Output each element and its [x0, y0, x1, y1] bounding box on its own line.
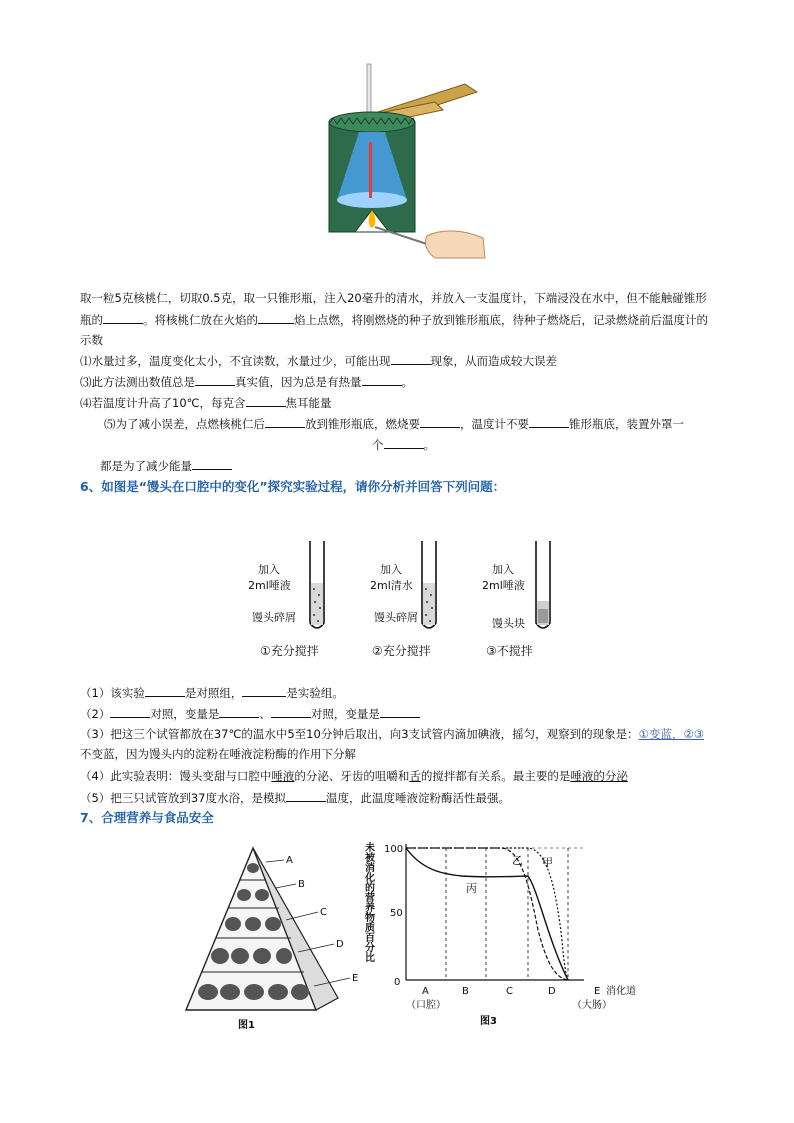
answer-blank[interactable] — [246, 394, 286, 407]
q5-sub5-text-e: 个 — [372, 438, 384, 452]
answer-blank[interactable] — [258, 311, 294, 324]
x-tick-b: B — [462, 986, 469, 997]
q5-sub5-text-g: 都是为了减少能量 — [100, 459, 192, 473]
q5-intro-line1 — [80, 290, 707, 306]
q5-sub5-text-a: ⑸为了减小误差，点燃核桃仁后 — [104, 417, 265, 431]
q5-sub3-text-c: 。 — [401, 375, 413, 389]
q5-intro-text-b2: 。将核桃仁放在火焰的 — [143, 313, 258, 327]
answer-blank[interactable] — [529, 415, 569, 428]
q6-a1-text-b: 是对照组， — [184, 686, 243, 700]
x-sub-mouth: （口腔） — [406, 1000, 446, 1011]
graph-caption: 图3 — [480, 1016, 497, 1027]
pyramid-label-d: D — [336, 939, 344, 950]
q6-a3-answer: ①变蓝，②③ — [638, 727, 705, 741]
q5-sub4-text-b: 焦耳能量 — [285, 396, 332, 410]
q5-intro-text-a: 取一粒5克核桃仁，切取0.5克，取一只锥形瓶，注入20毫升的清水，并放入一支温度计，下端浸没在水中，但不能触碰锥形 — [80, 291, 707, 305]
q5-sub5-text-b: 放到锥形瓶底，燃烧要 — [305, 417, 420, 431]
answer-blank[interactable] — [286, 789, 326, 802]
tube2-condition-label: ②充分搅拌 — [372, 644, 431, 658]
q6-a1-text-a: （1）该实验 — [80, 686, 145, 700]
tube2-liquid-label: 2ml清水 — [370, 579, 413, 592]
q6-a4-text-a: （4）此实验表明：馒头变甜与口腔中 — [80, 769, 272, 783]
tube1-add-label: 加入 — [258, 563, 280, 576]
q6-answer-3 — [80, 726, 704, 742]
answer-blank[interactable] — [110, 705, 150, 718]
q5-intro-text-b3: 焰上点燃，将刚燃烧的种子放到锥形瓶底，待种子燃烧后，记录燃烧前后温度计的 — [294, 313, 708, 327]
walnut-burning-apparatus — [315, 62, 495, 260]
answer-blank[interactable] — [265, 415, 305, 428]
q5-sub3 — [80, 373, 413, 390]
q5-sub3-text-b: 真实值，因为总是有热量 — [235, 375, 362, 389]
y-tick-0: 0 — [394, 977, 401, 988]
q5-sub4-text-a: ⑷若温度计升高了10℃，每克含 — [80, 396, 246, 410]
answer-blank[interactable] — [192, 457, 232, 470]
y-tick-100: 100 — [384, 844, 404, 855]
q5-intro-text-b1: 瓶的 — [80, 313, 103, 327]
pyramid-label-b: B — [298, 879, 305, 890]
x-tick-d: D — [548, 986, 556, 997]
q6-a5-text-b: 温度，此温度唾液淀粉酶活性最强。 — [325, 791, 510, 805]
q5-sub5-text-f: 。 — [423, 438, 435, 452]
q5-intro-text-c: 示数 — [80, 333, 103, 347]
q6-a4-answer-2: 舌 — [409, 769, 421, 783]
curve-label-bing: 丙 — [466, 882, 477, 895]
q5-sub5-end — [100, 457, 232, 474]
q6-a5-text-a: （5）把三只试管放到37度水浴，是模拟 — [80, 791, 286, 805]
q6-answer-4 — [80, 768, 628, 784]
answer-blank[interactable] — [103, 311, 143, 324]
tube1-liquid-label: 2ml唾液 — [248, 579, 291, 592]
answer-blank[interactable] — [380, 705, 420, 718]
answer-blank[interactable] — [391, 352, 431, 365]
curve-label-jia: 甲 — [542, 856, 553, 869]
pyramid-label-c: C — [320, 907, 327, 918]
graph-y-label: 未被消化的营养物质百分比 — [362, 842, 374, 962]
tube1-sample-label: 馒头碎屑 — [252, 611, 296, 624]
answer-blank[interactable] — [420, 415, 460, 428]
q6-answer-2 — [80, 705, 420, 722]
q5-sub1-text-b: 现象，从而造成较大误差 — [430, 354, 557, 368]
q6-a2-text-c: 、 — [259, 707, 271, 721]
q5-sub5-text-c: ，温度计不要 — [460, 417, 529, 431]
y-tick-50: 50 — [390, 908, 403, 919]
q5-sub5-cont — [372, 436, 435, 453]
q6-a4-text-b: 的分泌、牙齿的咀嚼和 — [294, 769, 410, 783]
q5-sub4 — [80, 394, 332, 411]
q5-sub5-text-d: 锥形瓶底，装置外罩一 — [569, 417, 684, 431]
q5-intro-line3 — [80, 332, 103, 348]
q5-sub3-text-a: ⑶此方法测出数值总是 — [80, 375, 195, 389]
tube3-condition-label: ③不搅拌 — [486, 644, 533, 658]
q5-intro-line2 — [80, 311, 708, 328]
q6-answer-1 — [80, 684, 344, 701]
answer-blank[interactable] — [384, 436, 424, 449]
x-tick-a: A — [422, 986, 429, 997]
tube3-liquid-label: 2ml唾液 — [482, 579, 525, 592]
tube2-sample-label: 馒头碎屑 — [374, 611, 418, 624]
q6-a4-answer-3: 唾液的分泌 — [570, 769, 628, 783]
q6-a3-text-cont: 不变蓝，因为馒头内的淀粉在唾液淀粉酶的作用下分解 — [80, 747, 356, 761]
q6-heading: 6、如图是“馒头在口腔中的变化”探究实验过程，请你分析并回答下列问题： — [80, 479, 506, 494]
x-sub-colon: （大肠） — [572, 1000, 612, 1011]
x-axis-title: 消化道 — [606, 986, 636, 997]
q6-answer-5 — [80, 789, 510, 806]
answer-blank[interactable] — [195, 373, 235, 386]
q5-sub1-text-a: ⑴水量过多，温度变化太小，不宜读数，水量过少，可能出现 — [80, 354, 391, 368]
food-pyramid-figure — [178, 840, 368, 1032]
x-tick-e: E — [594, 986, 601, 997]
q5-sub5 — [104, 415, 684, 432]
q7-heading: 7、合理营养与食品安全 — [80, 810, 214, 825]
answer-blank[interactable] — [242, 684, 286, 697]
q6-a1-text-c: 是实验组。 — [286, 686, 344, 700]
tube1-condition-label: ①充分搅拌 — [260, 644, 319, 658]
tube3-sample-label: 馒头块 — [492, 617, 525, 630]
q6-a2-text-b: 对照，变量是 — [150, 707, 220, 721]
q6-a2-text-d: 对照，变量是 — [310, 707, 380, 721]
q6-answer-3-cont — [80, 746, 356, 762]
pyramid-label-a: A — [286, 855, 293, 866]
q6-a4-text-c: 的搅拌都有关系。最主要的是 — [420, 769, 571, 783]
digestion-graph — [362, 830, 644, 1030]
pyramid-caption: 图1 — [238, 1020, 255, 1031]
q5-sub1 — [80, 352, 557, 369]
answer-blank[interactable] — [145, 684, 185, 697]
answer-blank[interactable] — [271, 705, 311, 718]
tube2-add-label: 加入 — [380, 563, 402, 576]
pyramid-label-e: E — [352, 973, 359, 984]
test-tube-figure — [230, 535, 580, 665]
curve-label-yi: 乙 — [512, 854, 523, 867]
q6-a3-text: （3）把这三个试管都放在37℃的温水中5至10分钟后取出，向3支试管内滴加碘液，摇匀，观察到的现象是： — [80, 727, 639, 741]
x-tick-c: C — [506, 986, 513, 997]
q6-a4-answer-1: 唾液 — [271, 769, 295, 783]
q6-a2-text-a: （2） — [80, 707, 111, 721]
tube3-add-label: 加入 — [492, 563, 514, 576]
answer-blank[interactable] — [362, 373, 402, 386]
answer-blank[interactable] — [219, 705, 259, 718]
